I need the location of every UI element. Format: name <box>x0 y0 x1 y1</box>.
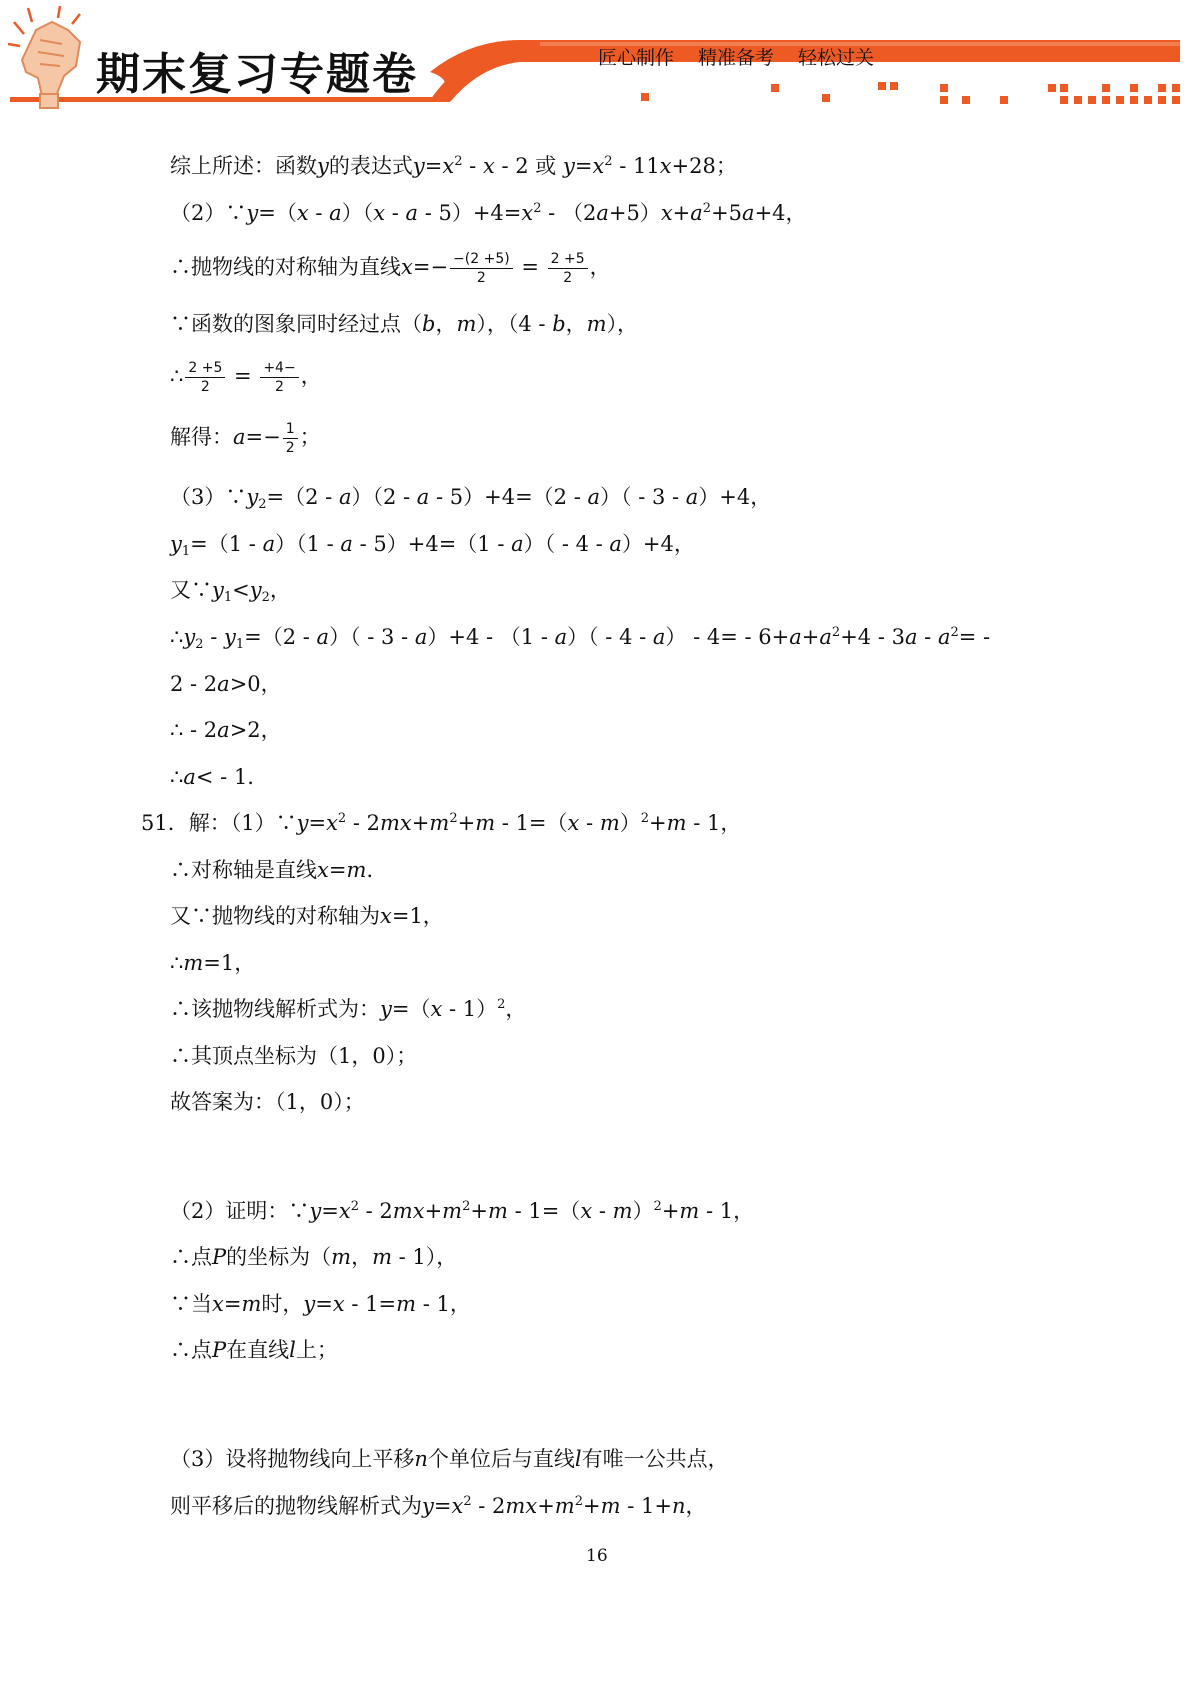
text-line-23: ∵当x=m时，y=x - 1=m - 1， <box>170 1292 471 1316</box>
text-line-6: 解得：a=− $\frac{1}{2}$ ； <box>170 421 321 456</box>
text-line-19: ∴其顶点坐标为（1，0）； <box>170 1044 418 1068</box>
fist-icon <box>8 6 80 108</box>
text-line-10: $\therefore y_2 - y_1=(2 - a)( - 3 - a)+4 - (1 - a)( - 4 - a) - 4= - 6+a+a^2+4 - 3a - a^2=$ - <box>170 625 991 652</box>
text-line-21: （2）证明：$\because y=x^2 - 2mx+m^2+m - 1=(x - m)^2+m - 1$， <box>170 1199 755 1223</box>
text-line-17: ∴m=1， <box>170 951 256 975</box>
text-line-14: 51．解：$(1)\because y=x^2 - 2mx+m^2+m - 1=(x - m)^2+m - 1$， <box>141 811 742 835</box>
text-line-5: ∴ $\frac{2 +5}{2}$ = $\frac{+4-}{2}$ ， <box>170 360 322 395</box>
text-line-1: 综上所述：函数y的表达式$y=x^2 - x - 2$ 或 $y=x^2 - 11x+28$； <box>170 154 737 178</box>
header-slogan-2: 精准备考 <box>698 47 775 69</box>
text-line-7: $(3)\because y_2=(2 - a)(2 - a - 5)+4=(2 - a)( - 3 - a)+4$， <box>170 485 772 512</box>
text-line-25: （3）设将抛物线向上平移n个单位后与直线l有唯一公共点， <box>170 1447 729 1471</box>
text-line-24: ∴点P在直线l上； <box>170 1338 338 1362</box>
header-slogan-1: 匠心制作 <box>598 47 675 69</box>
text-line-11: 2 - 2a>0， <box>170 672 282 696</box>
text-line-16: 又∵抛物线的对称轴为x=1， <box>170 904 444 928</box>
text-line-18: ∴该抛物线解析式为：y=（x - 1）$^2$， <box>170 997 527 1021</box>
text-line-3: ∴抛物线的对称轴为直线x=− $\frac{-(2 +5)}{2}$ = $\frac{2 +5}{2}$ ， <box>170 251 611 286</box>
fraction: $\frac{2 +5}{2}$ <box>548 250 588 287</box>
text-line-15: ∴对称轴是直线x=m. <box>170 858 374 882</box>
page-header <box>0 0 1191 118</box>
text-line-9: 又$\because y_1<y_2$， <box>170 578 291 605</box>
text-line-2: （2）∵y=（x - $a)(x - a - 5)+4=x^2 - (2a+5)x+a^2+5a+4$， <box>170 201 807 225</box>
text-line-22: ∴点P的坐标为（m，m - 1）， <box>170 1245 458 1269</box>
fraction: $\frac{2 +5}{2}$ <box>185 359 225 396</box>
text-line-4: ∵函数的图象同时经过点（b，m），（4 - b，m）， <box>170 312 639 336</box>
text-line-13: ∴a< - 1. <box>170 765 254 789</box>
text-line-8: $y_1=(1 - a)(1 - a - 5)+4=(1 - a)( - 4 - a)+4$， <box>170 532 695 559</box>
page-number: 16 <box>586 1546 608 1566</box>
fraction: $\frac{-(2 +5)}{2}$ <box>450 250 513 287</box>
fraction: $\frac{+4-}{2}$ <box>260 359 298 396</box>
header-title: 期末复习专题卷 <box>96 49 418 100</box>
text-line-12: ∴ - 2a>2， <box>170 718 282 742</box>
text-line-20: 故答案为：（1，0）； <box>170 1090 365 1114</box>
text-line-26: 则平移后的抛物线解析式为$y=x^2 - 2mx+m^2+m - 1+n$， <box>170 1494 707 1518</box>
fraction: $\frac{1}{2}$ <box>283 420 298 457</box>
header-slogan-3: 轻松过关 <box>798 47 875 69</box>
